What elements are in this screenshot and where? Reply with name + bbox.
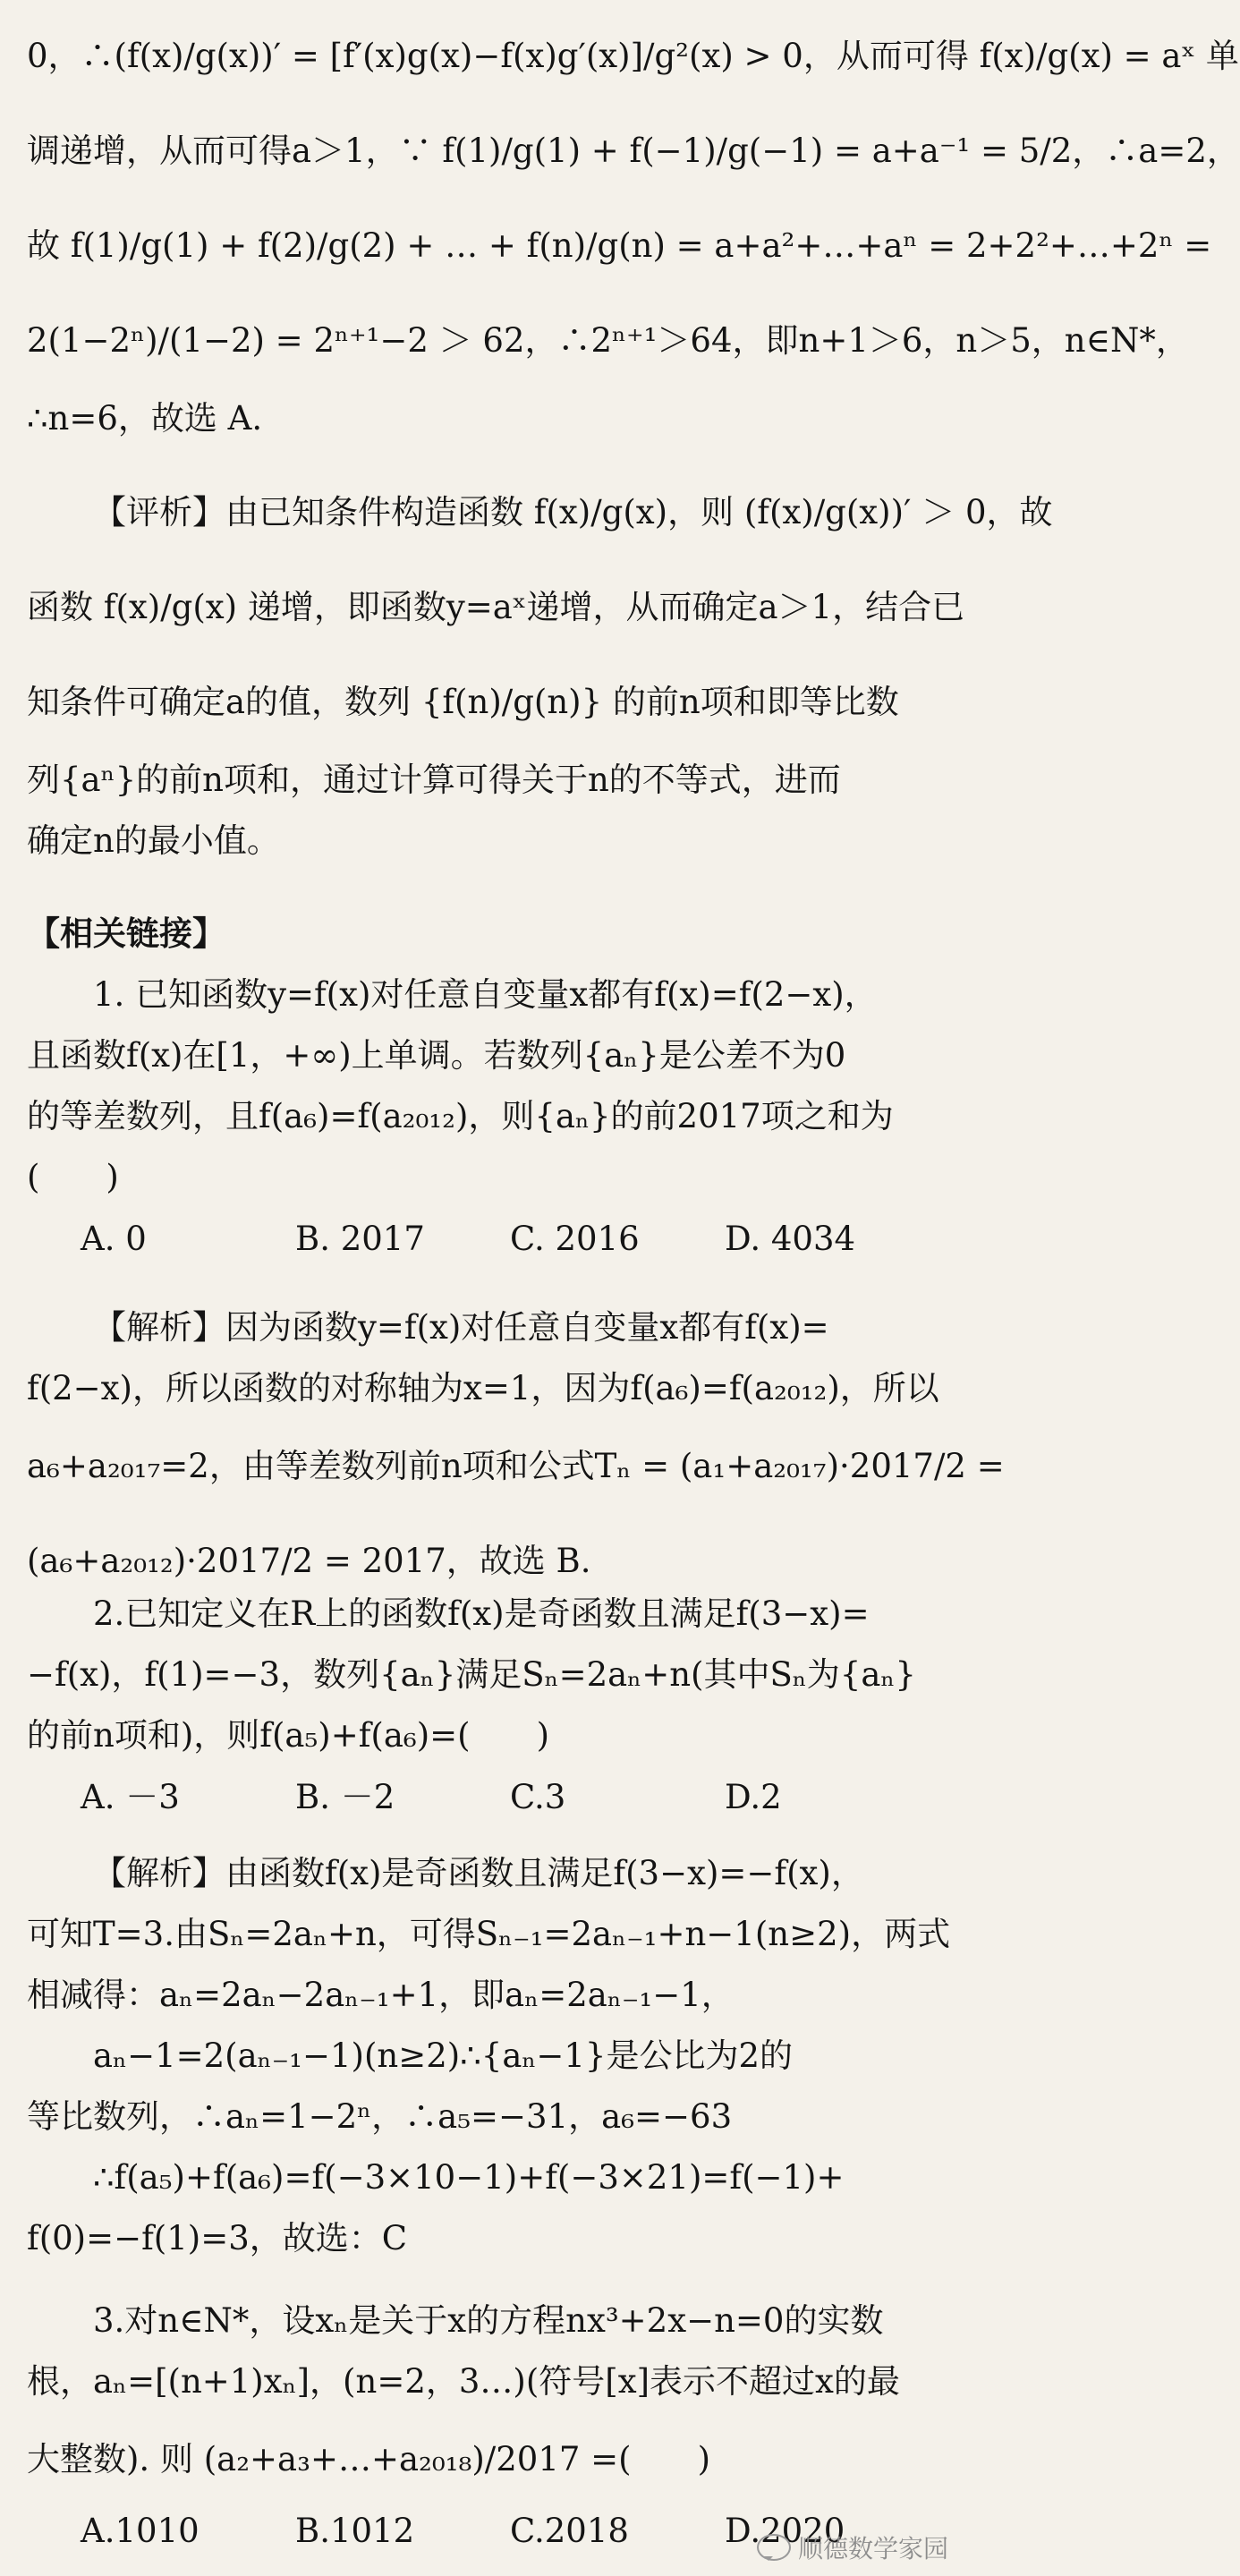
text-line: 大整数). 则 (a₂+a₃+…+a₂₀₁₈)/2017 =( ) — [27, 2440, 711, 2478]
text-line: 的等差数列，且f(a₆)=f(a₂₀₁₂)，则{aₙ}的前2017项之和为 — [27, 1097, 894, 1135]
solution-2 — [27, 1843, 951, 2269]
text-line: (a₆+a₂₀₁₂)·2017/2 = 2017，故选 B. — [27, 1542, 591, 1580]
text-line: 可知T=3.由Sₙ=2aₙ+n，可得Sₙ₋₁=2aₙ₋₁+n−1(n≥2)，两式 — [27, 1915, 951, 1953]
text-line: 3.对n∈N*，设xₙ是关于x的方程nx³+2x−n=0的实数 — [93, 2301, 884, 2340]
watermark-text: 顺德数学家园 — [797, 2534, 948, 2563]
text-line: 确定n的最小值。 — [27, 821, 280, 860]
text-line: 相减得：aₙ=2aₙ−2aₙ₋₁+1，即aₙ=2aₙ₋₁−1， — [27, 1976, 735, 2014]
text-line: 【解析】由函数f(x)是奇函数且满足f(3−x)=−f(x)， — [93, 1854, 864, 1892]
text-line: 【评析】由已知条件构造函数 f(x)/g(x)，则 (f(x)/g(x))′ ＞ 0，故 — [93, 493, 1053, 531]
question-2 — [27, 1584, 944, 1829]
option-b: B. －2 — [295, 1778, 395, 1816]
text-line: 函数 f(x)/g(x) 递增，即函数y=aˣ递增，从而确定a＞1，结合已 — [27, 588, 965, 626]
text-line: 等比数列，∴aₙ=1−2ⁿ，∴a₅=−31，a₆=−63 — [27, 2097, 733, 2136]
commentary — [27, 465, 1053, 871]
option-c: C. 2016 — [510, 1220, 640, 1258]
text-line: f(2−x)，所以函数的对称轴为x=1，因为f(a₆)=f(a₂₀₁₂)，所以 — [27, 1369, 939, 1407]
text-line: 2(1−2ⁿ)/(1−2) = 2ⁿ⁺¹−2 ＞ 62，∴2ⁿ⁺¹＞64，即n+1＞6，n＞5，n∈N*， — [27, 321, 1189, 360]
text-line: 【解析】因为函数y=f(x)对任意自变量x都有f(x)= — [93, 1308, 829, 1347]
text-line: 0，∴(f(x)/g(x))′ = [f′(x)g(x)−f(x)g′(x)]/g²(x) > 0，从而可得 f(x)/g(x) = aˣ 单 — [27, 37, 1239, 75]
text-line: 且函数f(x)在[1，+∞)上单调。若数列{aₙ}是公差不为0 — [27, 1036, 846, 1075]
text-line: ∴n=6，故选 A. — [27, 399, 263, 438]
option-c: C.3 — [510, 1778, 566, 1816]
text-line: −f(x)，f(1)=−3，数列{aₙ}满足Sₙ=2aₙ+n(其中Sₙ为{aₙ} — [27, 1655, 916, 1694]
chat-bubble-icon — [757, 2534, 791, 2561]
text-line: 知条件可确定a的值，数列 {f(n)/g(n)} 的前n项和即等比数 — [27, 683, 899, 721]
option-a: A.1010 — [81, 2512, 200, 2550]
text-line: ( ) — [27, 1158, 119, 1196]
text-line: 根，aₙ=[(n+1)xₙ]，(n=2，3…)(符号[x]表示不超过x的最 — [27, 2362, 900, 2401]
option-d: D.2 — [725, 1778, 782, 1816]
solution-1 — [27, 1297, 1005, 1609]
text-line: 故 f(1)/g(1) + f(2)/g(2) + … + f(n)/g(n) = a+a²+…+aⁿ = 2+2²+…+2ⁿ = — [27, 226, 1212, 265]
option-d: D.2020 — [725, 2512, 845, 2550]
options-row — [27, 1208, 944, 1271]
option-b: B. 2017 — [295, 1220, 425, 1258]
text-line: aₙ−1=2(aₙ₋₁−1)(n≥2)∴{aₙ−1}是公比为2的 — [93, 2036, 794, 2075]
text-line: 列{aⁿ}的前n项和，通过计算可得关于n的不等式，进而 — [27, 761, 841, 799]
text-line: a₆+a₂₀₁₇=2，由等差数列前n项和公式Tₙ = (a₁+a₂₀₁₇)·2017/2 = — [27, 1447, 1005, 1485]
watermark — [757, 2529, 948, 2565]
option-d: D. 4034 — [725, 1220, 856, 1258]
options-row — [27, 1766, 944, 1829]
text-line: 调递增，从而可得a＞1，∵ f(1)/g(1) + f(−1)/g(−1) = a+a⁻¹ = 5/2，∴a=2， — [27, 132, 1240, 170]
solution-conclusion — [27, 9, 1240, 449]
text-line: f(0)=−f(1)=3，故选：C — [27, 2219, 408, 2257]
related-links — [27, 904, 944, 1271]
option-c: C.2018 — [510, 2512, 629, 2550]
option-b: B.1012 — [295, 2512, 415, 2550]
text-line: 1. 已知函数y=f(x)对任意自变量x都有f(x)=f(2−x)， — [93, 975, 878, 1014]
question-3 — [27, 2291, 944, 2507]
text-line: 的前n项和)，则f(a₅)+f(a₆)=( ) — [27, 1716, 550, 1755]
text-line: 2.已知定义在R上的函数f(x)是奇函数且满足f(3−x)= — [93, 1594, 870, 1633]
option-a: A. －3 — [81, 1778, 180, 1816]
text-line: ∴f(a₅)+f(a₆)=f(−3×10−1)+f(−3×21)=f(−1)+ — [93, 2158, 845, 2197]
option-a: A. 0 — [81, 1220, 147, 1258]
section-heading: 【相关链接】 — [27, 914, 225, 953]
